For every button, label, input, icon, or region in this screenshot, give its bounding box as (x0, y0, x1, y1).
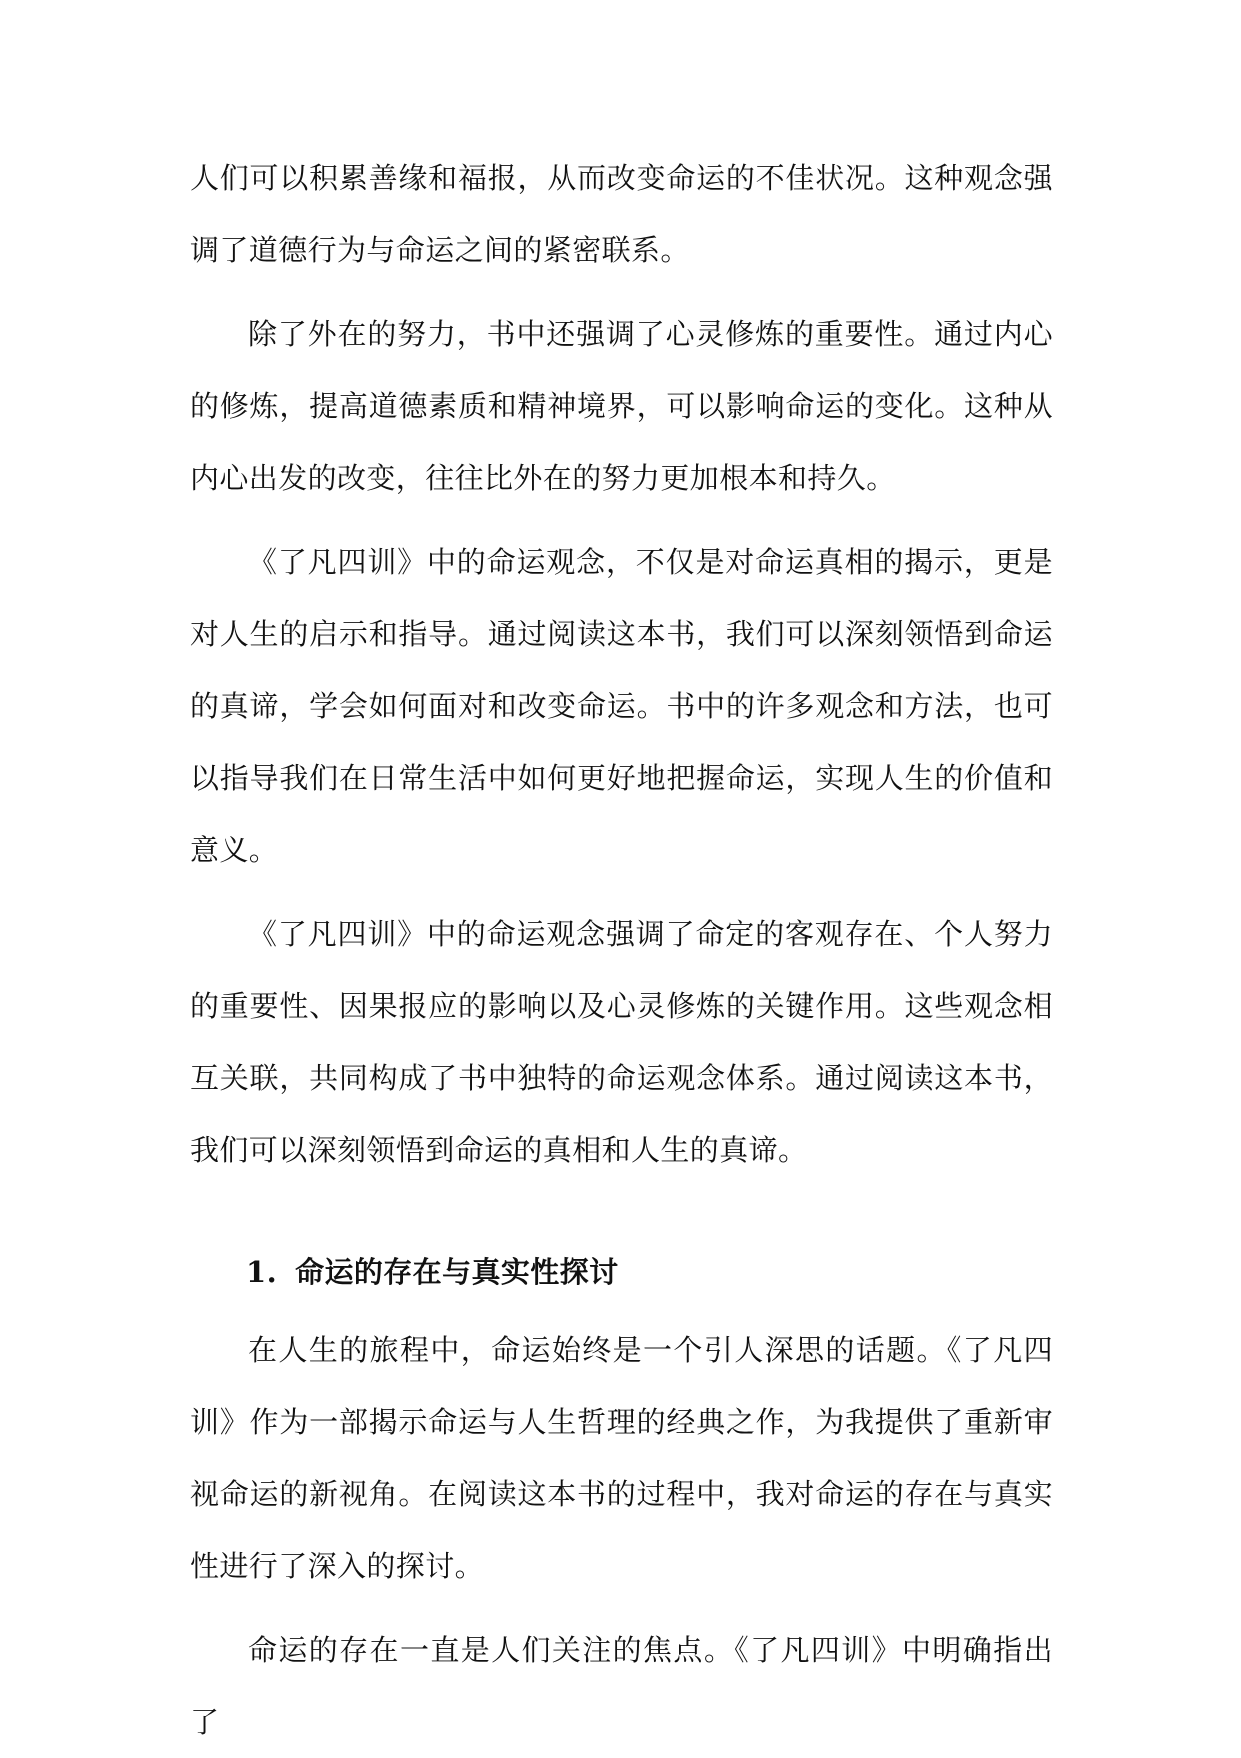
paragraph-4: 《了凡四训》中的命运观念强调了命定的客观存在、个人努力的重要性、因果报应的影响以及心灵修炼的关键作用。这些观念相互关联，共同构成了书中独特的命运观念体系。通过阅读这本书，我们可以深刻领悟到命运的真相和人生的真谛。 (190, 917, 1053, 1167)
section-heading (190, 1236, 1053, 1308)
paragraph-6: 命运的存在一直是人们关注的焦点。《了凡四训》中明确指出了 (190, 1633, 1053, 1739)
section-number: 1. (246, 1255, 278, 1289)
paragraph-2: 除了外在的努力，书中还强调了心灵修炼的重要性。通过内心的修炼，提高道德素质和精神境界，可以影响命运的变化。这种从内心出发的改变，往往比外在的努力更加根本和持久。 (190, 317, 1053, 495)
paragraph-5: 在人生的旅程中，命运始终是一个引人深思的话题。《了凡四训》作为一部揭示命运与人生哲理的经典之作，为我提供了重新审视命运的新视角。在阅读这本书的过程中，我对命运的存在与真实性进行了深入的探讨。 (190, 1333, 1053, 1583)
body-text (190, 142, 1053, 1758)
paragraph-1: 人们可以积累善缘和福报，从而改变命运的不佳状况。这种观念强调了道德行为与命运之间的紧密联系。 (190, 161, 1053, 267)
paragraph-3: 《了凡四训》中的命运观念，不仅是对命运真相的揭示，更是对人生的启示和指导。通过阅读这本书，我们可以深刻领悟到命运的真谛，学会如何面对和改变命运。书中的许多观念和方法，也可以指导我们在日常生活中如何更好地把握命运，实现人生的价值和意义。 (190, 545, 1053, 867)
section-title: 命运的存在与真实性探讨 (295, 1255, 619, 1289)
